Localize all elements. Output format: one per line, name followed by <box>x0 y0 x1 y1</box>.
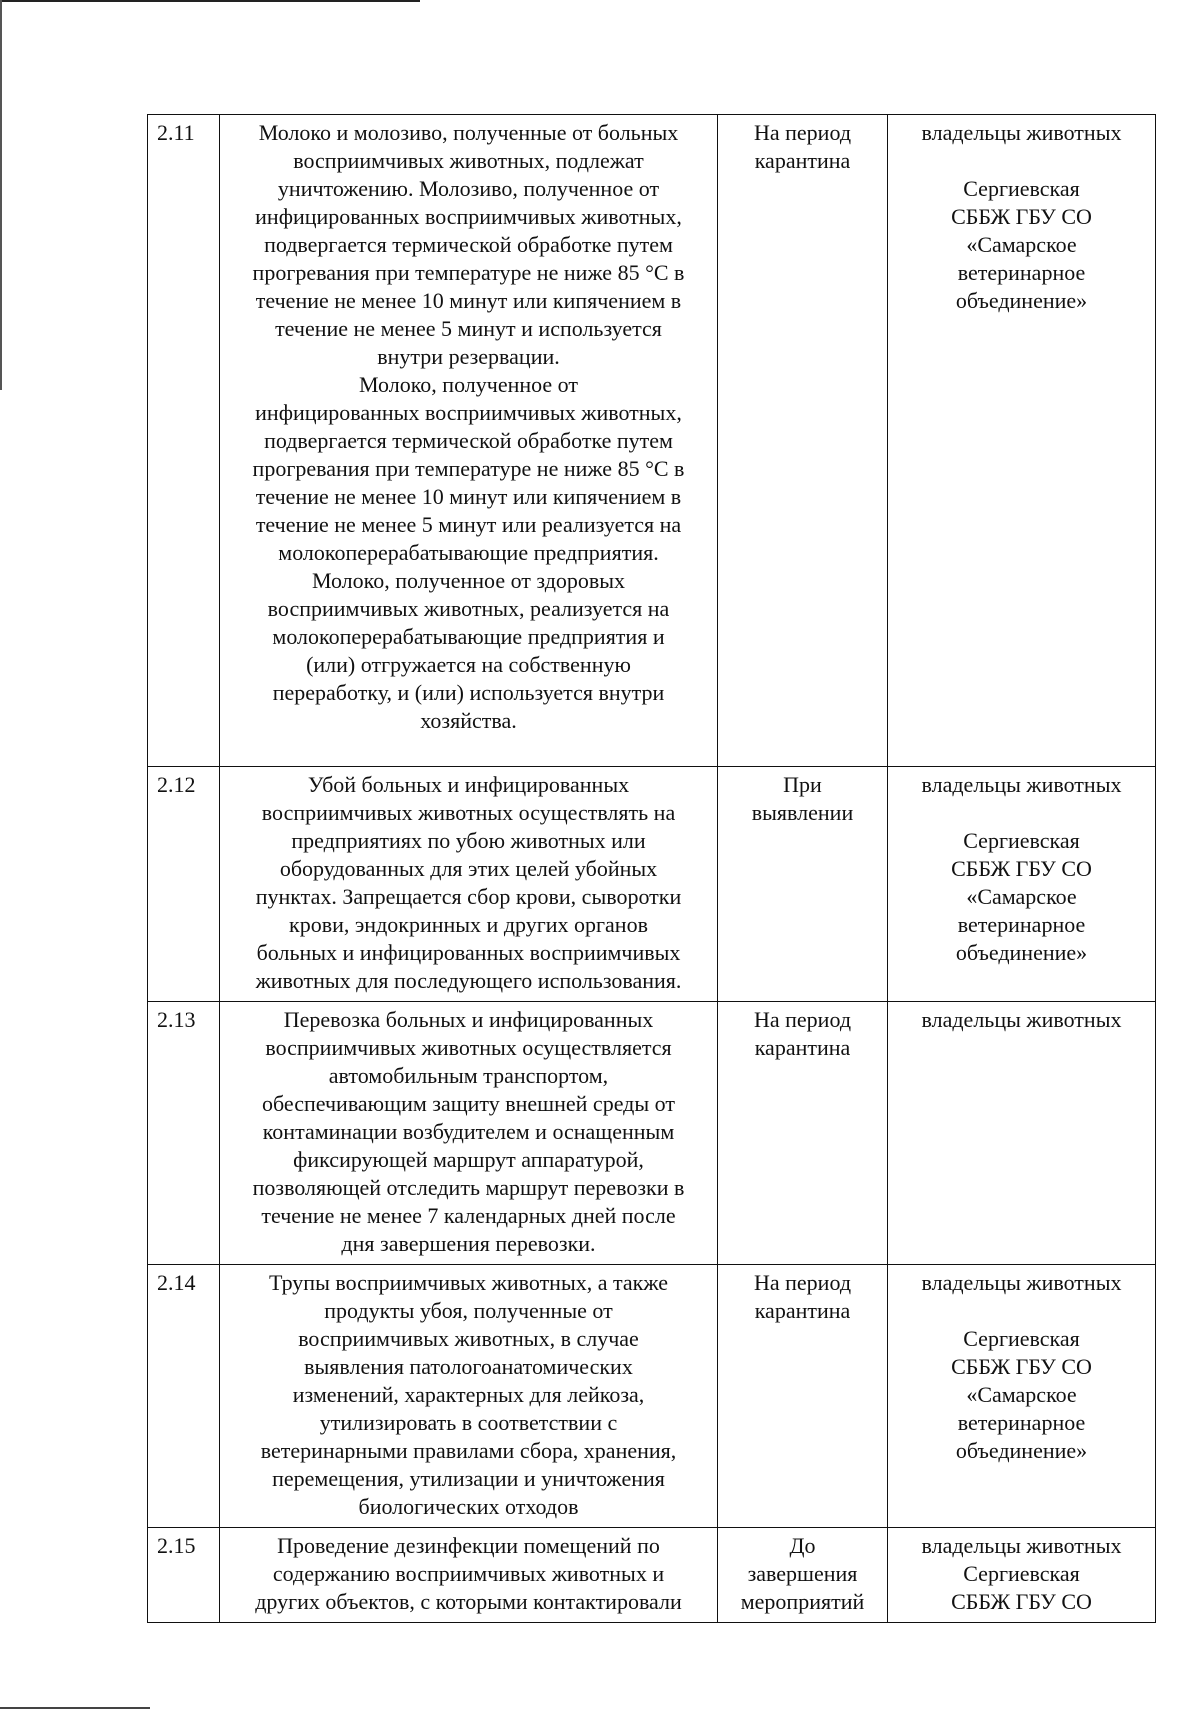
term-text: До завершения мероприятий <box>740 1533 865 1614</box>
executor-spacer <box>894 799 1149 827</box>
executor-cell <box>888 115 1156 767</box>
measure-paragraph: Трупы восприимчивых животных, а также продукты убоя, полученные от восприимчивых животных, в случае выявления патологоанатомических изменений, характерных для лейкоза, утилизировать в соответствии с ветеринарными правилами сбора, хранения, перемещения, утилизации и уничтожения биологических отходов <box>260 1270 677 1519</box>
executor-line: ветеринарное <box>957 912 1086 937</box>
row-number: 2.12 <box>148 767 220 1002</box>
executor-cell <box>888 1265 1156 1528</box>
executor-line: Сергиевская <box>963 1561 1080 1586</box>
measures-table-body <box>148 115 1156 1623</box>
executor-cell <box>888 1528 1156 1623</box>
scan-edge-top <box>0 0 420 2</box>
term-text: На период карантина <box>753 1007 852 1060</box>
executor-line: Сергиевская <box>963 1326 1080 1351</box>
term-text: На период карантина <box>753 120 852 173</box>
term-text: При выявлении <box>751 772 854 825</box>
executor-line: СББЖ ГБУ СО <box>951 1354 1092 1379</box>
executor-line: «Самарское <box>966 232 1077 257</box>
executor-line: владельцы животных <box>921 1533 1122 1558</box>
executor-line: «Самарское <box>966 884 1077 909</box>
executor-line: СББЖ ГБУ СО <box>951 204 1092 229</box>
row-number: 2.14 <box>148 1265 220 1528</box>
row-number: 2.15 <box>148 1528 220 1623</box>
measure-paragraph: Перевозка больных и инфицированных восприимчивых животных осуществляется автомобильным транспортом, обеспечивающим защиту внешней среды от контаминации возбудителем и оснащенным фиксирующей маршрут аппаратурой, позволяющей отследить маршрут перевозки в течение не менее 7 календарных дней после дня завершения перевозки. <box>252 1007 685 1256</box>
measure-paragraph: Убой больных и инфицированных восприимчивых животных осуществлять на предприятиях по убою животных или оборудованных для этих целей убойных пунктах. Запрещается сбор крови, сыворотки крови, эндокринных и других органов больных и инфицированных восприимчивых животных для последующего использования. <box>255 772 682 993</box>
table-row <box>148 767 1156 1002</box>
executor-line: владельцы животных <box>921 1007 1122 1032</box>
table-row <box>148 1265 1156 1528</box>
executor-line: СББЖ ГБУ СО <box>951 1589 1092 1614</box>
measure-text-cell <box>220 1528 718 1623</box>
term-cell <box>718 1002 888 1265</box>
executor-line: объединение» <box>955 940 1088 965</box>
table-row <box>148 1528 1156 1623</box>
term-cell <box>718 115 888 767</box>
executor-line: Сергиевская <box>963 828 1080 853</box>
term-cell <box>718 1528 888 1623</box>
executor-line: ветеринарное <box>957 260 1086 285</box>
executor-line: владельцы животных <box>921 120 1122 145</box>
measure-paragraph: Молоко и молозиво, полученные от больных восприимчивых животных, подлежат уничтожению. Молозиво, полученное от инфицированных восприимчивых животных, подвергается термической обработке путем прогревания при температуре не ниже 85 °С в течение не менее 10 минут или кипячением в течение не менее 5 минут и используется внутри резервации. <box>252 120 685 369</box>
row-number: 2.13 <box>148 1002 220 1265</box>
term-cell <box>718 1265 888 1528</box>
scan-edge-left <box>0 0 2 390</box>
executor-line: Сергиевская <box>963 176 1080 201</box>
executor-line: «Самарское <box>966 1382 1077 1407</box>
executor-line: объединение» <box>955 288 1088 313</box>
executor-line: владельцы животных <box>921 772 1122 797</box>
row-number: 2.11 <box>148 115 220 767</box>
executor-spacer <box>894 1297 1149 1325</box>
executor-cell <box>888 767 1156 1002</box>
measure-paragraph: Молоко, полученное от инфицированных восприимчивых животных, подвергается термической обработке путем прогревания при температуре не ниже 85 °С в течение не менее 10 минут или кипячением в течение не менее 5 минут или реализуется на молокоперерабатывающие предприятия. <box>252 372 685 565</box>
measure-text-cell <box>220 1265 718 1528</box>
scan-edge-bottom <box>0 1707 150 1709</box>
measure-paragraph: Молоко, полученное от здоровых восприимчивых животных, реализуется на молокоперерабатывающие предприятия и (или) отгружается на собственную переработку, и (или) используется внутри хозяйства. <box>267 568 670 733</box>
executor-line: владельцы животных <box>921 1270 1122 1295</box>
measures-table <box>147 114 1156 1623</box>
measure-text-cell <box>220 767 718 1002</box>
executor-cell <box>888 1002 1156 1265</box>
executor-line: объединение» <box>955 1438 1088 1463</box>
table-row <box>148 1002 1156 1265</box>
executor-line: СББЖ ГБУ СО <box>951 856 1092 881</box>
executor-line: ветеринарное <box>957 1410 1086 1435</box>
term-text: На период карантина <box>753 1270 852 1323</box>
executor-spacer <box>894 147 1149 175</box>
measure-paragraph: Проведение дезинфекции помещений по содержанию восприимчивых животных и других объектов, с которыми контактировали <box>255 1533 682 1614</box>
table-row <box>148 115 1156 767</box>
term-cell <box>718 767 888 1002</box>
measure-text-cell <box>220 1002 718 1265</box>
measure-text-cell <box>220 115 718 767</box>
